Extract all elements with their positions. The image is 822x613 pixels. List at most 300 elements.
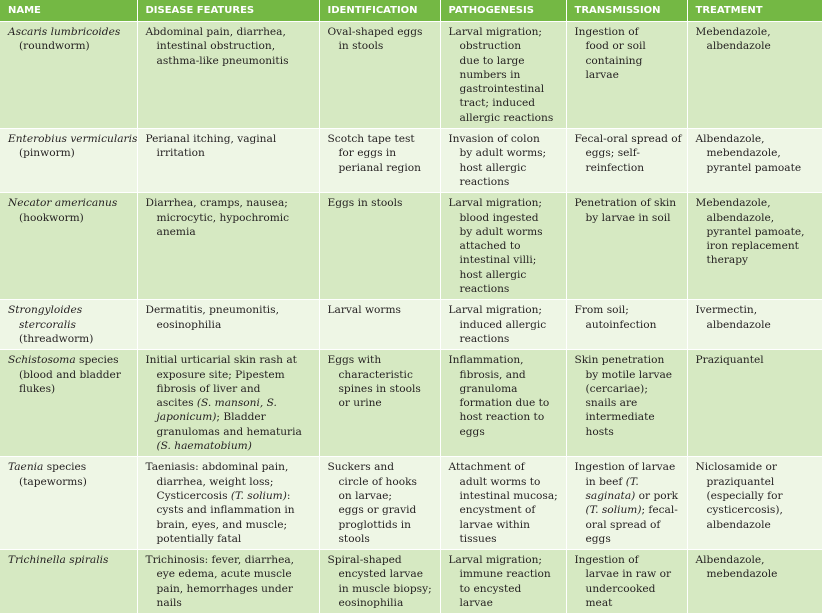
cell-line	[696, 211, 819, 225]
cell-text: due to large	[460, 55, 525, 67]
cell-line	[328, 25, 436, 39]
cell-line	[328, 489, 436, 503]
cell-text: on larvae;	[339, 490, 392, 502]
cell-line	[696, 553, 819, 567]
cell-text: albendazole	[707, 319, 771, 331]
cell-text: adult worms to	[460, 476, 541, 488]
cell-text: Trichinella spiralis	[8, 554, 108, 566]
cell-text: proglottids in	[339, 519, 411, 531]
cell-text: in muscle biopsy;	[339, 583, 432, 595]
cell-text: reactions	[460, 333, 510, 345]
cell-line	[575, 518, 683, 532]
cell-text: mebendazole,	[707, 147, 781, 159]
cell-line	[449, 596, 562, 610]
cell-text: tract; induced	[460, 97, 536, 109]
cell-text: Ivermectin,	[696, 304, 758, 316]
cell-line	[575, 211, 683, 225]
cell-text: Spiral-shaped	[328, 554, 402, 566]
cell-text: Trichinosis: fever, diarrhea,	[146, 554, 295, 566]
cell-text: exposure site; Pipestem	[157, 369, 285, 381]
cell-line	[575, 596, 683, 610]
cell-pathogenesis	[440, 22, 566, 129]
cell-line	[449, 318, 562, 332]
table-body	[0, 22, 822, 613]
cell-line	[575, 303, 683, 317]
cell-line	[575, 475, 683, 489]
cell-transmission	[566, 22, 687, 129]
cell-line	[8, 332, 133, 346]
cell-line	[146, 25, 315, 39]
cell-line	[146, 54, 315, 68]
cell-line	[575, 460, 683, 474]
cell-line	[449, 396, 562, 410]
cell-text: food or soil	[586, 40, 646, 52]
cell-text: (T.	[626, 476, 639, 488]
cell-transmission	[566, 550, 687, 613]
cell-line	[146, 518, 315, 532]
cell-text: asthma-like pneumonitis	[157, 55, 289, 67]
cell-text: Taenia	[8, 461, 43, 473]
cell-identification	[319, 457, 440, 550]
cell-text: Larval migration;	[449, 197, 542, 209]
cell-transmission	[566, 350, 687, 457]
cell-line	[696, 489, 819, 503]
cell-text: hosts	[586, 426, 614, 438]
cell-text: encystment of	[460, 504, 536, 516]
cell-line	[449, 54, 562, 68]
cell-line	[8, 353, 133, 367]
cell-pathogenesis	[440, 129, 566, 193]
cell-text: cysticercosis),	[707, 504, 783, 516]
cell-text: cysts and inflammation in	[157, 504, 295, 516]
cell-line	[8, 382, 133, 396]
cell-line	[449, 282, 562, 296]
cell-line	[575, 196, 683, 210]
cell-text: intermediate	[586, 411, 655, 423]
cell-text: nails	[157, 597, 182, 609]
cell-text: granulomas and hematuria	[157, 426, 302, 438]
cell-text: Larval worms	[328, 304, 401, 316]
cell-text: Albendazole,	[696, 133, 765, 145]
cell-line	[146, 553, 315, 567]
table-row	[0, 22, 822, 129]
cell-identification	[319, 350, 440, 457]
cell-text: eggs or gravid	[339, 504, 417, 516]
table-row	[0, 457, 822, 550]
cell-text: circle of hooks	[339, 476, 417, 488]
cell-line	[8, 39, 133, 53]
cell-line	[146, 211, 315, 225]
cell-line	[696, 39, 819, 53]
cell-text: Larval migration;	[449, 554, 542, 566]
cell-line	[696, 196, 819, 210]
cell-line	[575, 567, 683, 581]
cell-text: pyrantel pamoate	[707, 162, 802, 174]
cell-line	[328, 39, 436, 53]
cell-line	[449, 82, 562, 96]
cell-line	[146, 39, 315, 53]
cell-text: (pinworm)	[19, 147, 75, 159]
cell-text: (especially for	[707, 490, 783, 502]
cell-text: (T. solium)	[231, 490, 287, 502]
cell-text: immune reaction	[460, 568, 551, 580]
cell-text: Penetration of skin	[575, 197, 677, 209]
cell-line	[328, 475, 436, 489]
cell-line	[449, 368, 562, 382]
cell-line	[696, 518, 819, 532]
cell-text: Niclosamide or	[696, 461, 777, 473]
cell-line	[449, 553, 562, 567]
cell-transmission	[566, 300, 687, 350]
cell-text: microcytic, hypochromic	[157, 212, 290, 224]
cell-disease-features	[137, 129, 319, 193]
cell-text: pyrantel pamoate,	[707, 226, 805, 238]
cell-line	[449, 225, 562, 239]
cell-name	[0, 22, 137, 129]
cell-text: oral spread of	[586, 519, 661, 531]
cell-line	[449, 175, 562, 189]
cell-line	[696, 132, 819, 146]
cell-line	[146, 439, 315, 453]
cell-line	[328, 368, 436, 382]
cell-text: (S. mansoni, S.	[197, 397, 277, 409]
cell-line	[146, 225, 315, 239]
cell-line	[449, 532, 562, 546]
cell-text: induced allergic	[460, 319, 547, 331]
header-transmission: TRANSMISSION	[566, 0, 687, 22]
cell-line	[328, 567, 436, 581]
cell-line	[696, 567, 819, 581]
table-row	[0, 300, 822, 350]
cell-line	[146, 382, 315, 396]
cell-text: Attachment of	[449, 461, 525, 473]
cell-pathogenesis	[440, 193, 566, 300]
cell-text: granuloma	[460, 383, 518, 395]
cell-name	[0, 193, 137, 300]
cell-text: Mebendazole,	[696, 197, 771, 209]
cell-text: albendazole	[707, 40, 771, 52]
cell-line	[696, 239, 819, 253]
cell-text: Cysticercosis	[157, 490, 231, 502]
cell-name	[0, 300, 137, 350]
cell-text: meat	[586, 597, 613, 609]
cell-line	[575, 553, 683, 567]
cell-disease-features	[137, 300, 319, 350]
cell-line	[328, 146, 436, 160]
cell-text: (hookworm)	[19, 212, 84, 224]
header-identification: IDENTIFICATION	[319, 0, 440, 22]
cell-treatment	[687, 300, 822, 350]
cell-text: stercoralis	[19, 319, 76, 331]
cell-text: larvae	[460, 597, 493, 609]
cell-text: Praziquantel	[696, 354, 764, 366]
cell-line	[449, 68, 562, 82]
cell-text: intestinal mucosa;	[460, 490, 558, 502]
cell-text: ; Bladder	[216, 411, 265, 423]
cell-text: Inflammation,	[449, 354, 524, 366]
cell-identification	[319, 193, 440, 300]
cell-text: (S. haematobium)	[157, 440, 252, 452]
cell-line	[146, 353, 315, 367]
cell-line	[575, 368, 683, 382]
cell-text: japonicum)	[157, 411, 217, 423]
cell-line	[449, 567, 562, 581]
cell-line	[696, 253, 819, 267]
cell-name	[0, 457, 137, 550]
cell-text: pain, hemorrhages under	[157, 583, 293, 595]
cell-text: by larvae in soil	[586, 212, 671, 224]
cell-line	[696, 318, 819, 332]
cell-text: therapy	[707, 254, 749, 266]
cell-line	[449, 332, 562, 346]
cell-text: (threadworm)	[19, 333, 93, 345]
cell-line	[449, 253, 562, 267]
cell-text: Enterobius vermicularis	[8, 133, 137, 145]
cell-text: Strongyloides	[8, 304, 82, 316]
cell-line	[8, 132, 133, 146]
cell-text: eosinophilia	[157, 319, 222, 331]
cell-line	[696, 503, 819, 517]
cell-line	[696, 303, 819, 317]
cell-text: by motile larvae	[586, 369, 673, 381]
cell-line	[575, 25, 683, 39]
cell-line	[8, 368, 133, 382]
cell-name	[0, 129, 137, 193]
cell-text: eggs	[460, 426, 485, 438]
cell-line	[575, 396, 683, 410]
cell-line	[8, 475, 133, 489]
cell-text: From soil;	[575, 304, 629, 316]
cell-text: blood ingested	[460, 212, 539, 224]
cell-line	[8, 196, 133, 210]
cell-text: eggs; self-	[586, 147, 640, 159]
cell-text: Ingestion of larvae	[575, 461, 676, 473]
cell-text: characteristic	[339, 369, 413, 381]
cell-treatment	[687, 193, 822, 300]
table-row	[0, 350, 822, 457]
cell-text: Ingestion of	[575, 26, 639, 38]
cell-text: (tapeworms)	[19, 476, 87, 488]
cell-text: larvae in raw or	[586, 568, 672, 580]
cell-text: or pork	[635, 490, 678, 502]
cell-text: praziquantel	[707, 476, 775, 488]
cell-line	[696, 225, 819, 239]
cell-line	[575, 425, 683, 439]
cell-line	[146, 368, 315, 382]
cell-line	[449, 425, 562, 439]
cell-line	[575, 146, 683, 160]
cell-text: eosinophilia	[339, 597, 404, 609]
cell-text: brain, eyes, and muscle;	[157, 519, 288, 531]
cell-text: formation due to	[460, 397, 550, 409]
cell-line	[8, 303, 133, 317]
cell-line	[146, 132, 315, 146]
cell-text: flukes)	[19, 383, 55, 395]
cell-line	[146, 503, 315, 517]
cell-line	[449, 353, 562, 367]
cell-line	[449, 111, 562, 125]
cell-text: eye edema, acute muscle	[157, 568, 292, 580]
cell-line	[146, 567, 315, 581]
cell-text: :	[287, 490, 291, 502]
cell-line	[449, 39, 562, 53]
cell-line	[449, 582, 562, 596]
cell-line	[328, 303, 436, 317]
cell-text: Ingestion of	[575, 554, 639, 566]
cell-text: eggs	[586, 533, 611, 545]
cell-text: species	[76, 354, 119, 366]
cell-text: Eggs in stools	[328, 197, 403, 209]
cell-text: (blood and bladder	[19, 369, 121, 381]
cell-line	[449, 132, 562, 146]
cell-line	[8, 146, 133, 160]
cell-line	[449, 211, 562, 225]
cell-text: in beef	[586, 476, 626, 488]
cell-line	[449, 410, 562, 424]
cell-text: undercooked	[586, 583, 656, 595]
cell-text: reactions	[460, 176, 510, 188]
cell-text: larvae	[586, 69, 619, 81]
cell-line	[449, 503, 562, 517]
cell-line	[449, 96, 562, 110]
cell-line	[146, 475, 315, 489]
cell-text: Initial urticarial skin rash at	[146, 354, 297, 366]
cell-text: Mebendazole,	[696, 26, 771, 38]
cell-treatment	[687, 550, 822, 613]
cell-text: reinfection	[586, 162, 645, 174]
cell-line	[146, 489, 315, 503]
cell-line	[449, 382, 562, 396]
cell-text: Abdominal pain, diarrhea,	[146, 26, 286, 38]
cell-text: gastrointestinal	[460, 83, 545, 95]
cell-text: larvae within	[460, 519, 530, 531]
cell-line	[575, 489, 683, 503]
cell-text: host allergic	[460, 162, 527, 174]
cell-text: containing	[586, 55, 643, 67]
header-row	[0, 0, 822, 22]
cell-line	[449, 489, 562, 503]
cell-treatment	[687, 129, 822, 193]
cell-pathogenesis	[440, 457, 566, 550]
cell-line	[328, 532, 436, 546]
cell-disease-features	[137, 22, 319, 129]
cell-line	[8, 553, 133, 567]
cell-transmission	[566, 129, 687, 193]
cell-name	[0, 550, 137, 613]
cell-text: saginata)	[586, 490, 636, 502]
cell-line	[146, 146, 315, 160]
cell-line	[696, 475, 819, 489]
cell-line	[449, 196, 562, 210]
cell-line	[449, 146, 562, 160]
cell-text: Diarrhea, cramps, nausea;	[146, 197, 288, 209]
cell-line	[146, 532, 315, 546]
cell-line	[575, 161, 683, 175]
cell-text: anemia	[157, 226, 196, 238]
cell-text: Suckers and	[328, 461, 395, 473]
cell-treatment	[687, 22, 822, 129]
cell-line	[328, 196, 436, 210]
cell-line	[449, 239, 562, 253]
cell-text: albendazole	[707, 519, 771, 531]
cell-line	[575, 353, 683, 367]
cell-disease-features	[137, 550, 319, 613]
cell-text: allergic reactions	[460, 112, 554, 124]
table-row	[0, 193, 822, 300]
cell-text: diarrhea, weight loss;	[157, 476, 274, 488]
header-pathogenesis: PATHOGENESIS	[440, 0, 566, 22]
cell-line	[696, 460, 819, 474]
cell-pathogenesis	[440, 550, 566, 613]
cell-text: stools	[339, 533, 370, 545]
cell-text: Skin penetration	[575, 354, 665, 366]
cell-text: fibrosis of liver and	[157, 383, 261, 395]
cell-text: in stools	[339, 40, 384, 52]
cell-line	[328, 596, 436, 610]
cell-text: species	[43, 461, 86, 473]
cell-text: fibrosis, and	[460, 369, 526, 381]
cell-line	[575, 132, 683, 146]
cell-line	[146, 596, 315, 610]
cell-text: host reaction to	[460, 411, 545, 423]
cell-line	[575, 410, 683, 424]
cell-line	[146, 318, 315, 332]
cell-text: Taeniasis: abdominal pain,	[146, 461, 289, 473]
cell-text: Eggs with	[328, 354, 382, 366]
cell-text: by adult worms;	[460, 147, 547, 159]
table-row	[0, 129, 822, 193]
cell-line	[449, 303, 562, 317]
cell-name	[0, 350, 137, 457]
cell-text: Perianal itching, vaginal	[146, 133, 277, 145]
cell-line	[575, 532, 683, 546]
cell-identification	[319, 129, 440, 193]
cell-line	[146, 410, 315, 424]
cell-line	[146, 582, 315, 596]
cell-text: numbers in	[460, 69, 521, 81]
cell-line	[449, 161, 562, 175]
cell-line	[8, 211, 133, 225]
cell-line	[146, 396, 315, 410]
cell-identification	[319, 550, 440, 613]
cell-text: Larval migration;	[449, 26, 542, 38]
cell-line	[328, 396, 436, 410]
cell-text: intestinal obstruction,	[157, 40, 276, 52]
cell-text: Larval migration;	[449, 304, 542, 316]
header-name: NAME	[0, 0, 137, 22]
cell-line	[328, 460, 436, 474]
cell-identification	[319, 300, 440, 350]
cell-line	[328, 353, 436, 367]
cell-text: host allergic	[460, 269, 527, 281]
cell-line	[146, 303, 315, 317]
cell-text: irritation	[157, 147, 205, 159]
cell-disease-features	[137, 457, 319, 550]
cell-line	[8, 25, 133, 39]
cell-text: tissues	[460, 533, 497, 545]
cell-text: ; fecal-	[641, 504, 677, 516]
cell-text: albendazole,	[707, 212, 775, 224]
cell-text: (roundworm)	[19, 40, 90, 52]
cell-text: ascites	[157, 397, 197, 409]
cell-identification	[319, 22, 440, 129]
cell-text: Fecal-oral spread of	[575, 133, 682, 145]
cell-text: (cercariae);	[586, 383, 648, 395]
header-treatment: TREATMENT	[687, 0, 822, 22]
cell-treatment	[687, 350, 822, 457]
cell-line	[696, 161, 819, 175]
cell-line	[575, 318, 683, 332]
